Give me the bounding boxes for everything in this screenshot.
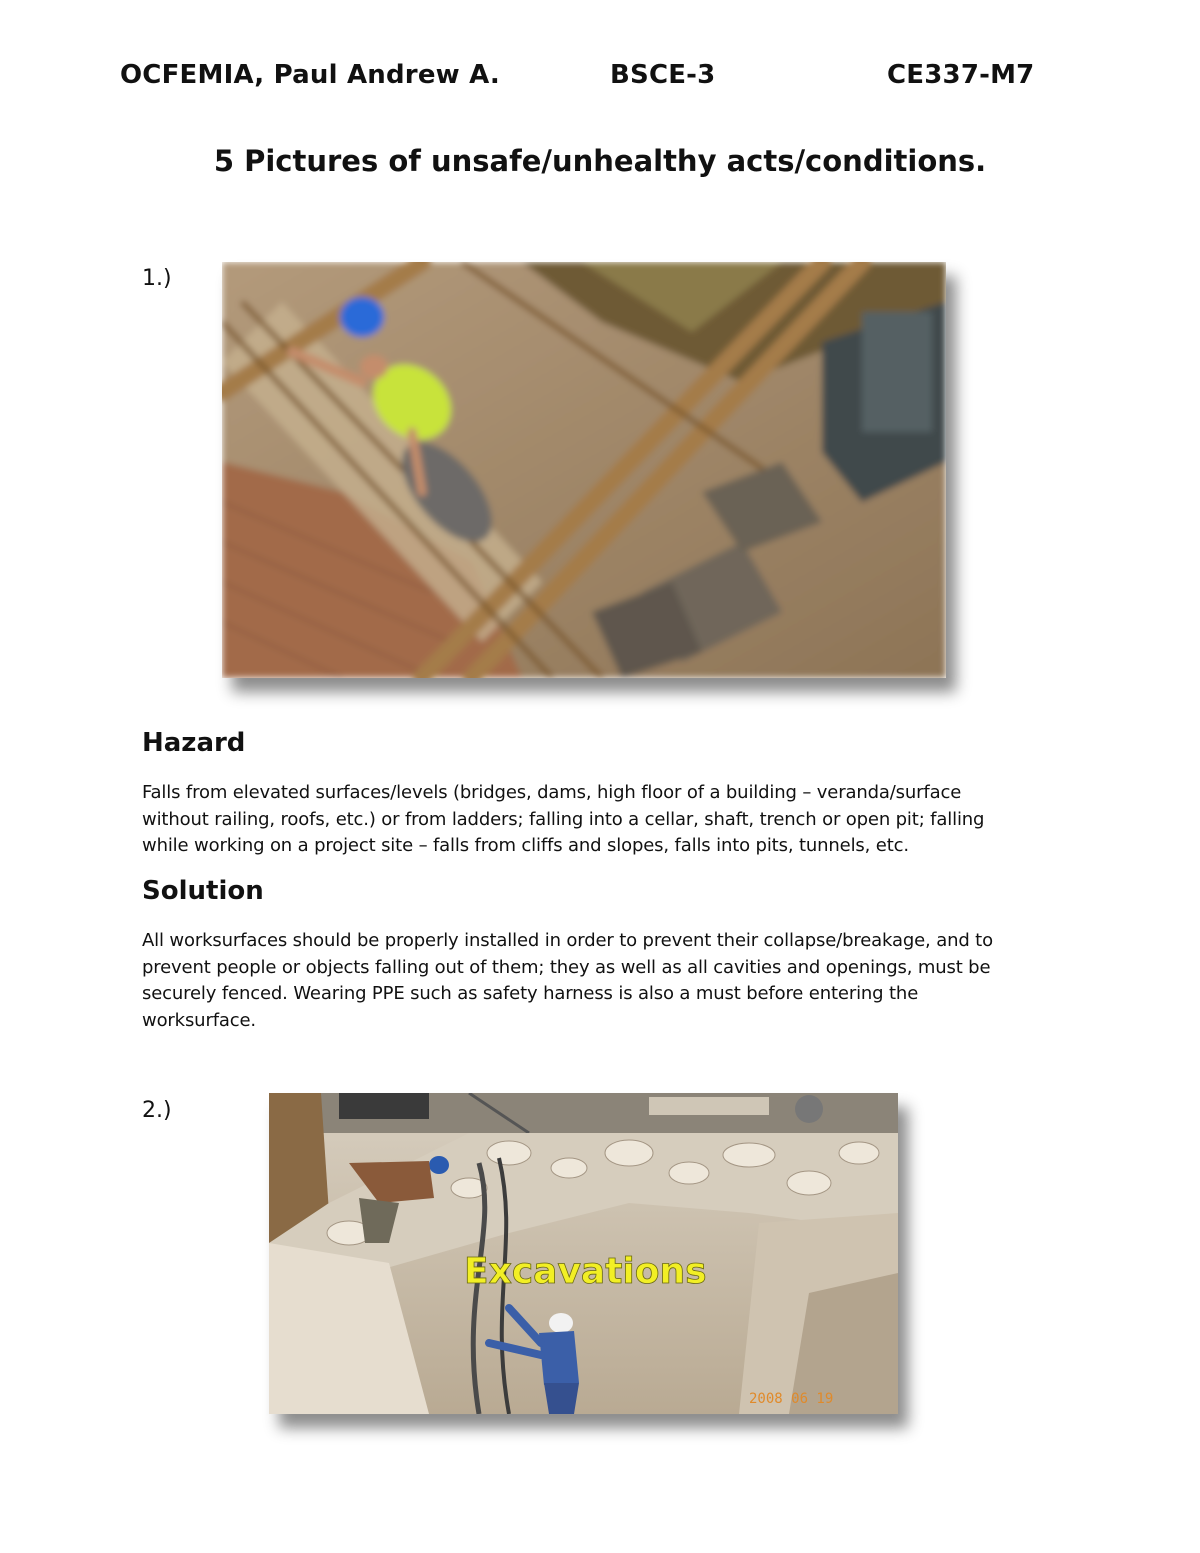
hazard-text [142,780,1057,860]
photo-caption: Excavations [464,1251,707,1292]
hazard-line: Falls from elevated surfaces/levels (bridges, dams, high floor of a building – veranda/surface [142,782,962,803]
student-name: OCFEMIA, Paul Andrew A. [120,60,501,90]
photo-fallen-worker [222,262,946,678]
course-code: CE337-M7 [887,60,1035,90]
hazard-heading: Hazard [142,728,246,758]
item-number-2: 2.) [142,1098,172,1123]
hazard-line: without railing, roofs, etc.) or from ladders; falling into a cellar, shaft, trench or open pit; falling [142,808,985,830]
solution-line: prevent people or objects falling out of them; they as well as all cavities and openings, must be [142,956,991,978]
solution-heading: Solution [142,876,264,906]
program-label: BSCE-3 [610,60,716,90]
item-number-1: 1.) [142,266,172,291]
photo-date-stamp: 2008 06 19 [749,1391,834,1407]
solution-line: securely fenced. Wearing PPE such as safety harness is also a must before entering the [142,983,919,1004]
hazard-line: while working on a project site – falls from cliffs and slopes, falls into pits, tunnels, etc. [142,835,909,856]
photo-excavation [269,1093,898,1414]
solution-text [142,928,1057,1034]
solution-line: worksurface. [142,1009,257,1031]
page-title: 5 Pictures of unsafe/unhealthy acts/conditions. [213,144,987,178]
solution-line: All worksurfaces should be properly installed in order to prevent their collapse/breakage, and to [142,930,993,951]
